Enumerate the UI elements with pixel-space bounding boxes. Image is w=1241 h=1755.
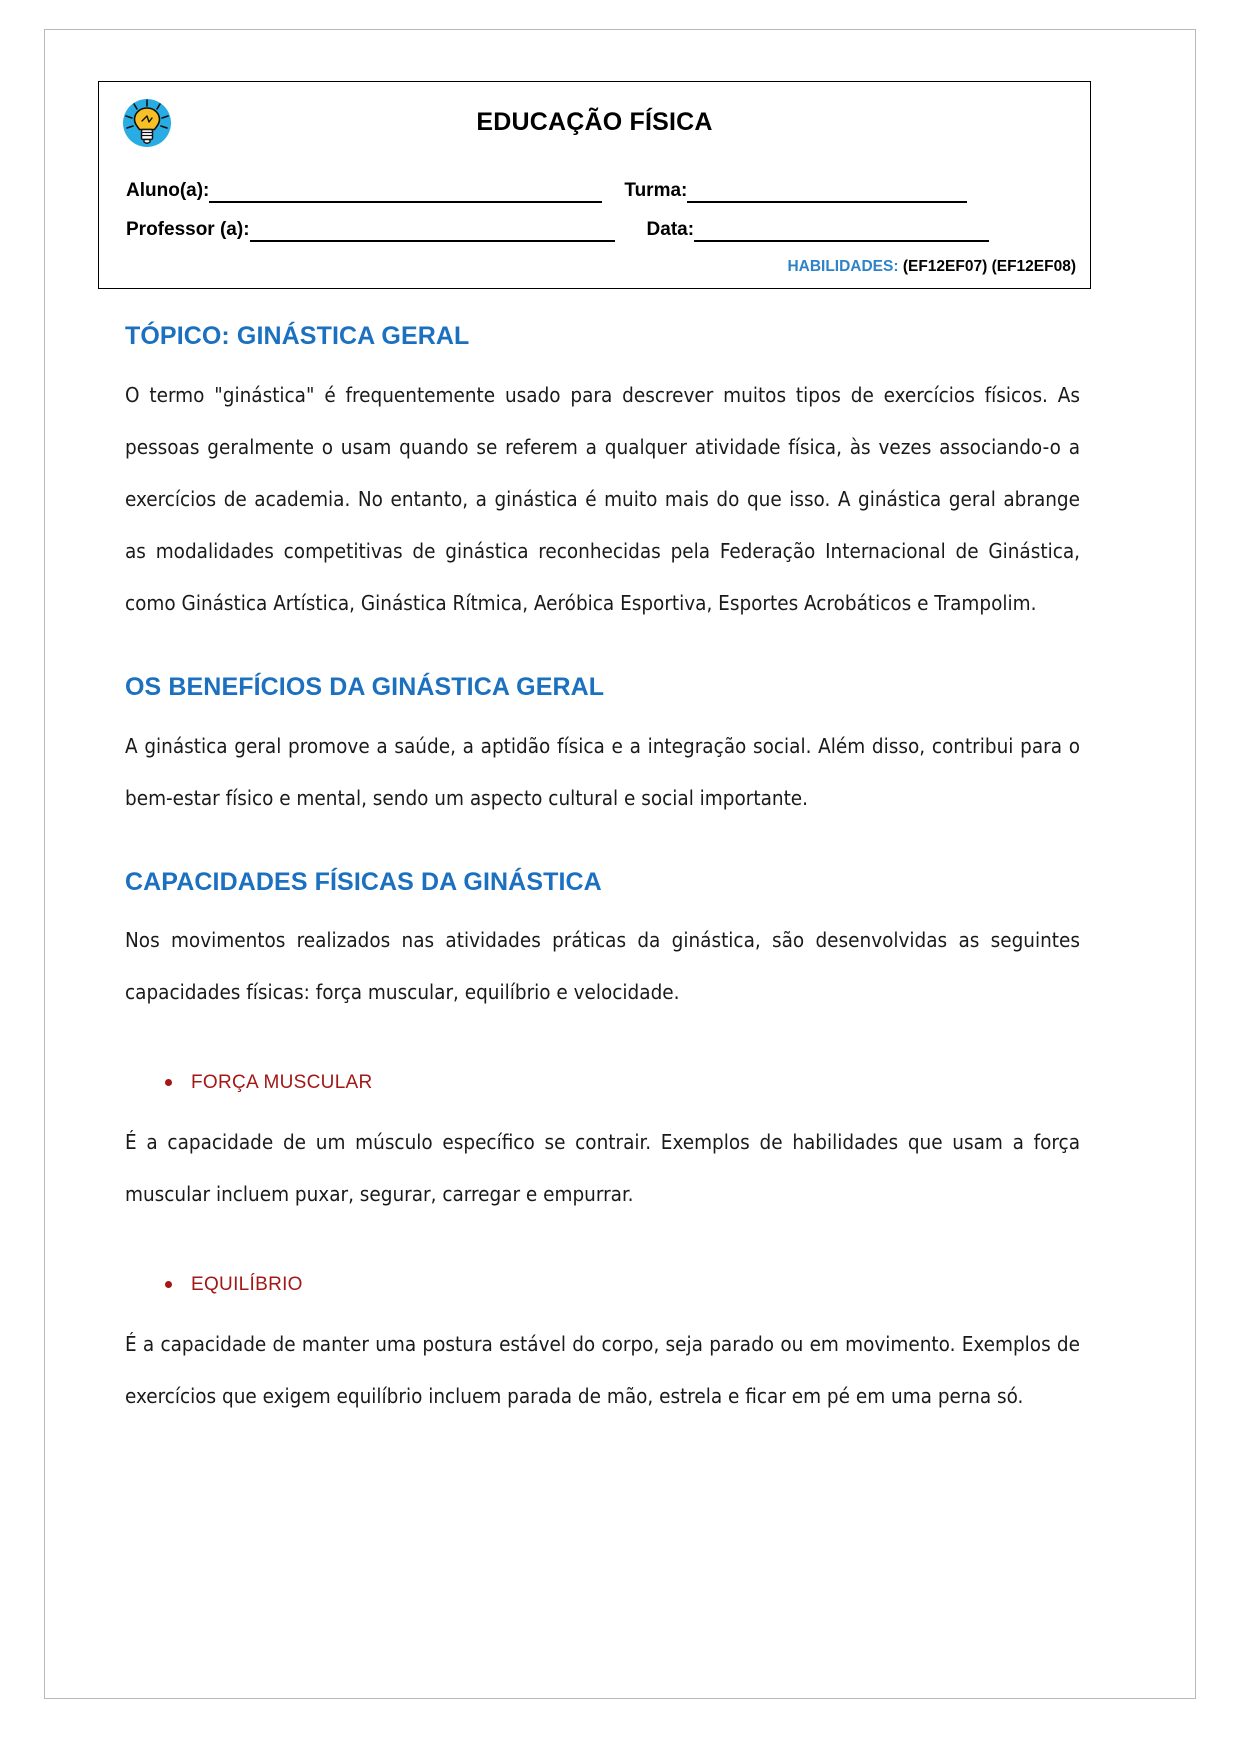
header-row-student [99,180,1090,203]
habilidades-line [787,258,1076,276]
section-heading-capacidades: CAPACIDADES FÍSICAS DA GINÁSTICA [125,867,602,896]
capacity-description-equilibrio: É a capacidade de manter uma postura estável do corpo, seja parado ou em movimento. Exemplos de exercícios que exigem equilíbrio incluem parada de mão, estrela e ficar em pé em uma perna só. [125,1332,1080,1409]
capacity-label-equilibrio: EQUILÍBRIO [191,1274,303,1296]
field-turma-label: Turma: [624,180,688,201]
habilidades-codes: (EF12EF07) (EF12EF08) [902,258,1076,275]
header-row-teacher [99,219,1090,242]
field-aluno-input[interactable] [209,183,602,203]
field-professor-label: Professor (a): [126,219,250,240]
capacity-list-equilibrio [125,1270,1080,1300]
section-heading-beneficios: OS BENEFÍCIOS DA GINÁSTICA GERAL [125,672,605,701]
section-paragraph-beneficios: A ginástica geral promove a saúde, a aptidão física e a integração social. Além disso, contribui para o bem-estar físico e mental, sendo um aspecto cultural e social importante. [125,733,1080,810]
list-item [191,1270,1080,1300]
capacity-description-forca: É a capacidade de um músculo específico se contrair. Exemplos de habilidades que usam a força muscular incluem puxar, segurar, carregar e empurrar. [125,1130,1080,1207]
section-paragraph-capacidades: Nos movimentos realizados nas atividades práticas da ginástica, são desenvolvidas as seguintes capacidades físicas: força muscular, equilíbrio e velocidade. [125,928,1080,1005]
list-item [191,1068,1080,1098]
worksheet-header [98,81,1091,289]
bullet-dot-icon [165,1281,172,1288]
habilidades-label: HABILIDADES: [787,258,899,275]
field-turma-input[interactable] [687,183,967,203]
capacity-list-forca [125,1068,1080,1098]
field-professor[interactable] [126,219,615,242]
bullet-dot-icon [165,1079,172,1086]
worksheet-body [125,322,1080,1422]
capacity-label-forca: FORÇA MUSCULAR [191,1072,373,1094]
section-heading-topico: TÓPICO: GINÁSTICA GERAL [125,322,470,350]
section-paragraph-topico: O termo "ginástica" é frequentemente usado para descrever muitos tipos de exercícios físicos. As pessoas geralmente o usam quando se referem a qualquer atividade física, às vezes associando-o a exercícios de academia. No entanto, a ginástica é muito mais do que isso. A ginástica geral abrange as modalidades competitivas de ginástica reconhecidas pela Federação Internacional de Ginástica, como Ginástica Artística, Ginástica Rítmica, Aeróbica Esportiva, Esportes Acrobáticos e Trampolim. [125,382,1080,615]
field-aluno[interactable] [126,180,602,203]
field-aluno-label: Aluno(a): [126,180,210,201]
field-professor-input[interactable] [250,222,615,242]
field-data-input[interactable] [694,222,989,242]
field-data[interactable] [647,219,990,242]
page-frame [44,29,1196,1699]
field-turma[interactable] [624,180,967,203]
field-data-label: Data: [646,219,695,240]
page-title: EDUCAÇÃO FÍSICA [476,108,713,136]
